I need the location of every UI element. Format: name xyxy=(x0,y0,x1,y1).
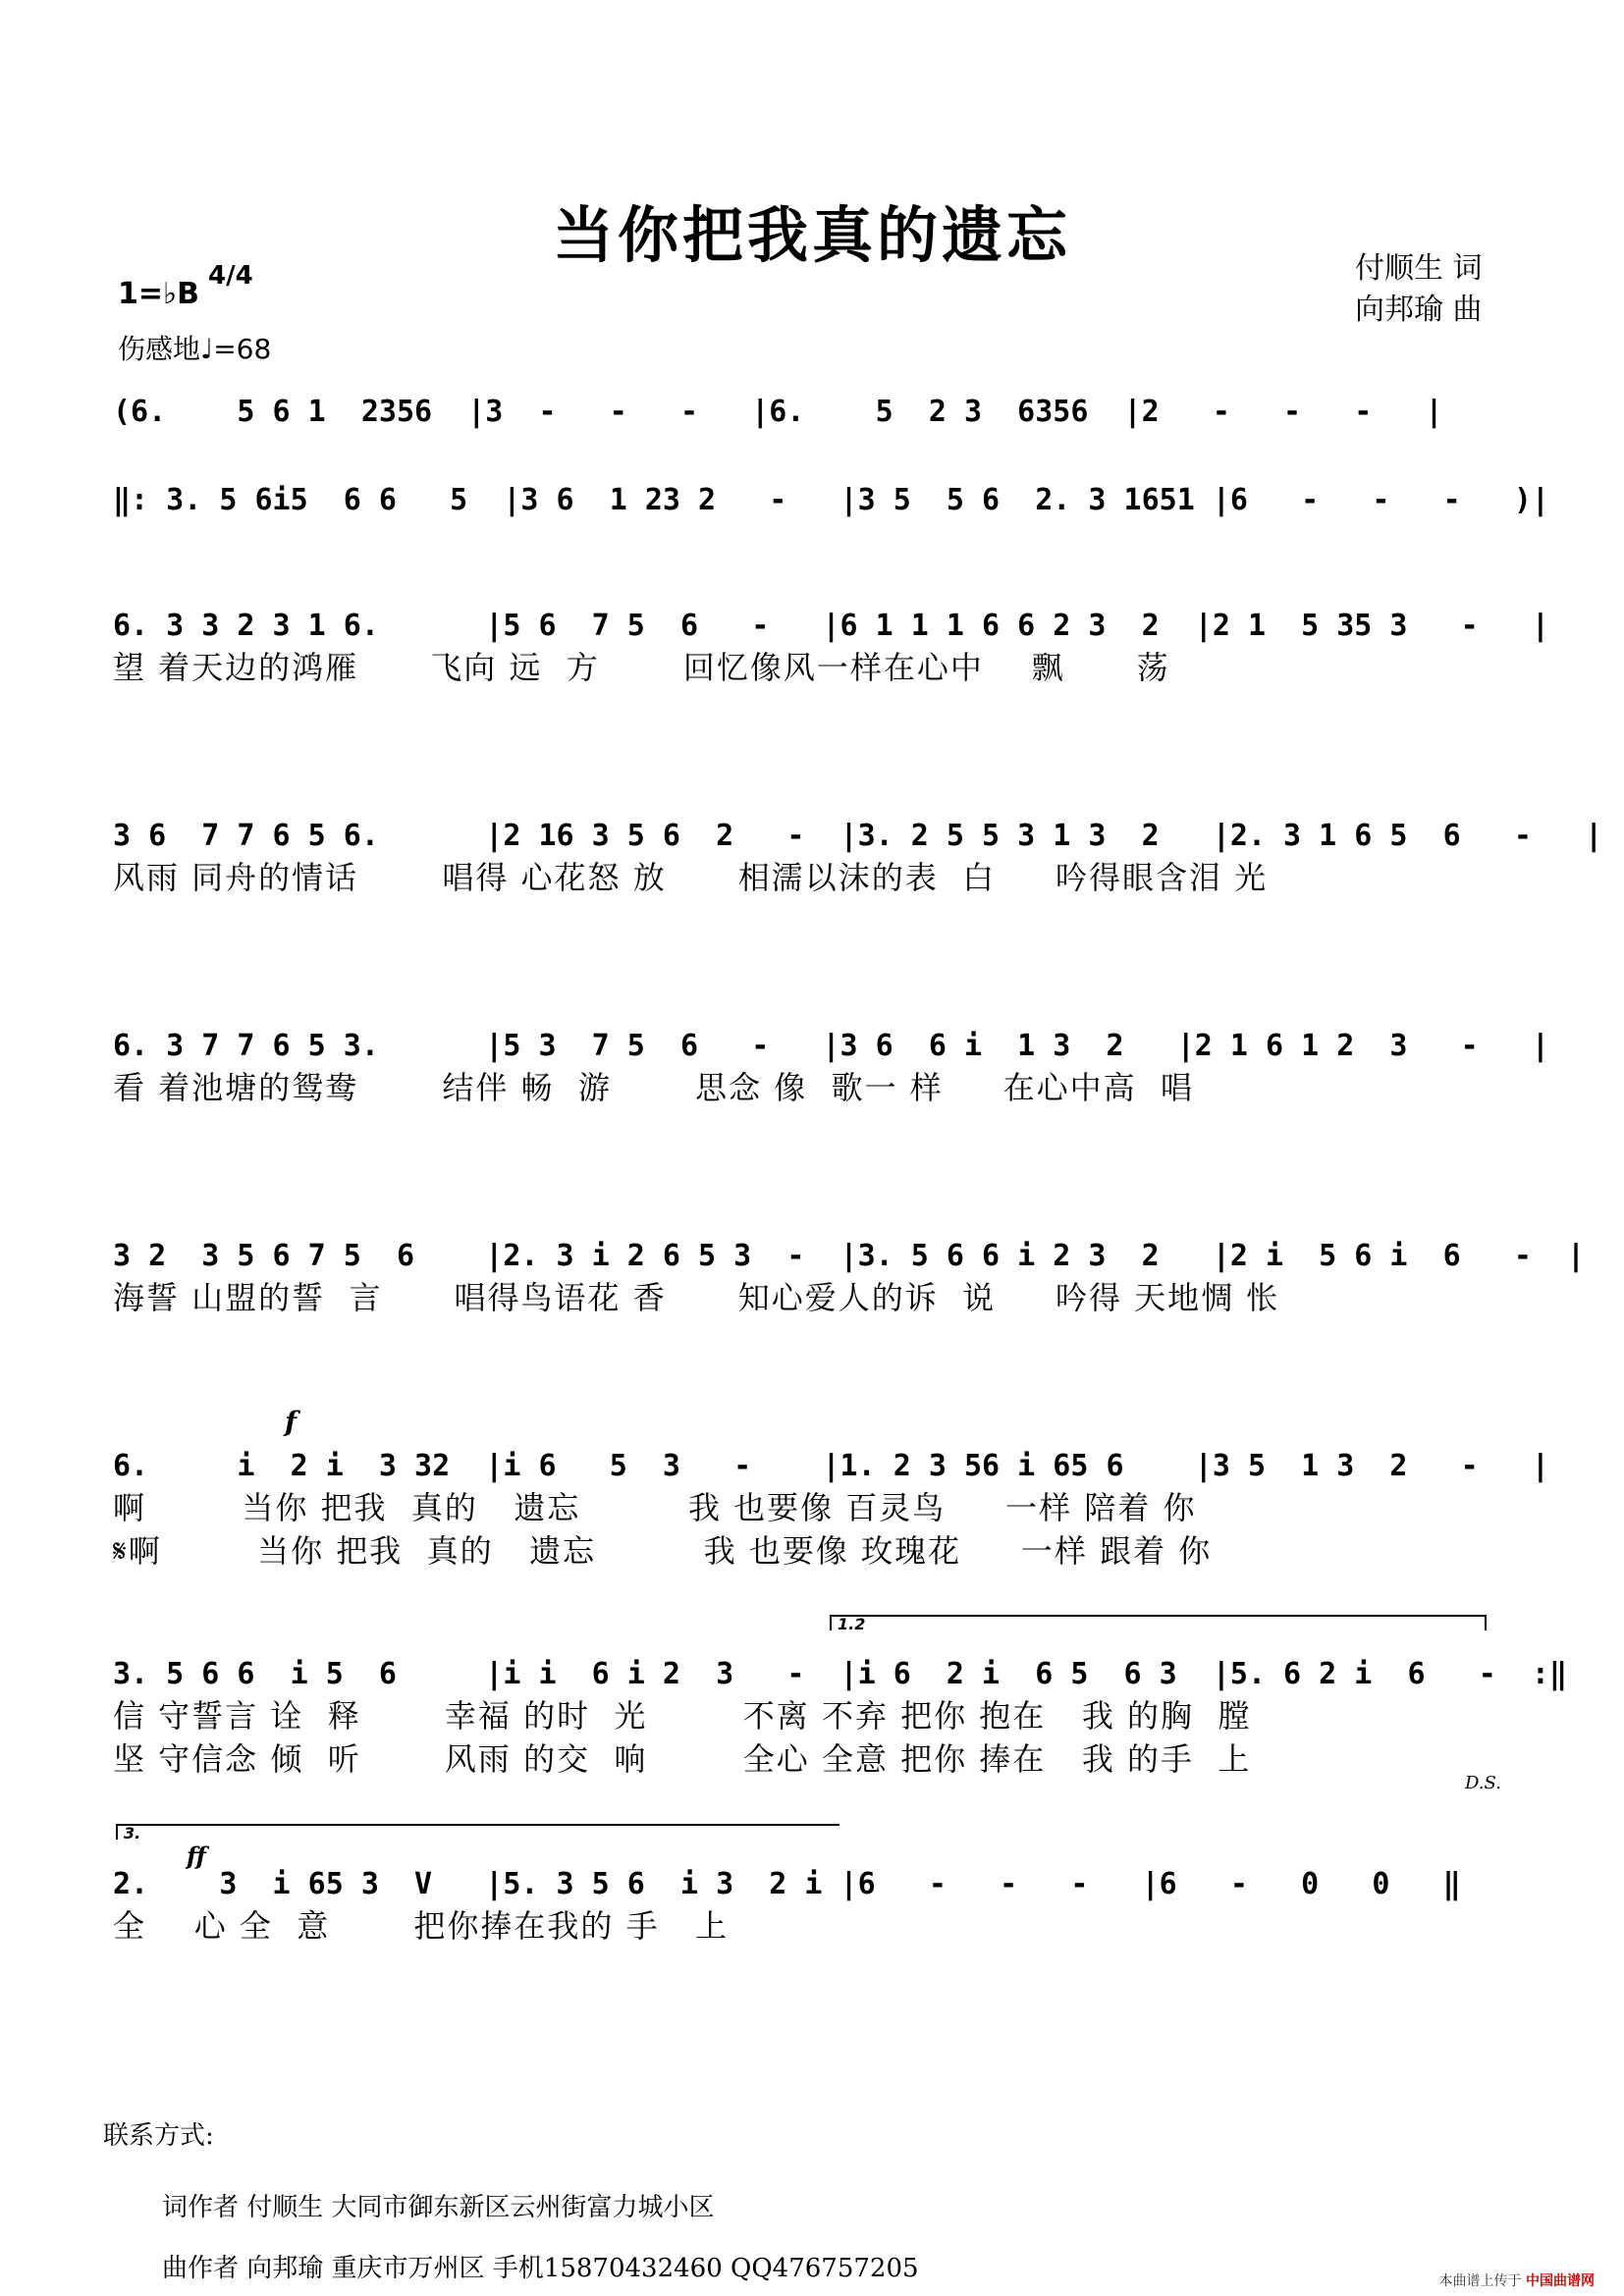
key-signature: 1=♭B xyxy=(118,277,200,311)
dynamic-forte: f xyxy=(285,1406,298,1438)
notation-line: (6. 5 6 1 2356 |3 - - - |6. 5 2 3 6356 |2 - - - | xyxy=(113,395,1443,429)
score-row-1 xyxy=(113,393,1522,432)
tempo-marking: 伤感地♩=68 xyxy=(118,333,272,365)
score-row-9 xyxy=(113,1865,1522,1948)
lyric-line: 风雨 同舟的情话 唱得 心花怒 放 相濡以沫的表 白 吟得眼含泪 光 xyxy=(113,859,1269,896)
contact-lyricist: 词作者 付顺生 大同市御东新区云州街富力城小区 xyxy=(162,2193,715,2222)
score-row-7 xyxy=(113,1447,1549,1573)
notation-line: 6. 3 3 2 3 1 6. |5 6 7 5 6 - |6 1 1 1 6 6 2 3 2 |2 1 5 35 3 - | xyxy=(113,609,1549,643)
lyric-line: 海誓 山盟的誓 言 唱得鸟语花 香 知心爱人的诉 说 吟得 天地惆 怅 xyxy=(113,1279,1280,1316)
score-row-5 xyxy=(113,1027,1549,1109)
lyric-line: 全 心 全 意 把你捧在我的 手 上 xyxy=(113,1907,730,1945)
volta-label: 1.2 xyxy=(838,1615,866,1633)
notation-line: 2. 3 i 65 3 V |5. 3 5 6 i 3 2 i |6 - - - |6 - 0 0 ‖ xyxy=(113,1867,1461,1901)
notation-line: 3 2 3 5 6 7 5 6 |2. 3 i 2 6 5 3 - |3. 5 6 6 i 2 3 2 |2 i 5 6 i 6 - | xyxy=(113,1239,1586,1273)
upload-footer xyxy=(1439,2270,1595,2290)
time-signature-text: 4/4 xyxy=(208,261,253,291)
score-row-2 xyxy=(113,481,1549,520)
notation-line: 6. i 2 i 3 32 |i 6 5 3 - |1. 2 3 56 i 65 6 |3 5 1 3 2 - | xyxy=(113,1449,1549,1483)
notation-line: 6. 3 7 7 6 5 3. |5 3 7 5 6 - |3 6 6 i 1 3 2 |2 1 6 1 2 3 - | xyxy=(113,1029,1549,1063)
contact-composer: 曲作者 向邦瑜 重庆市万州区 手机15870432460 QQ476757205 xyxy=(162,2254,919,2283)
lyric-line: 啊 当你 把我 真的 遗忘 我 也要像 百灵鸟 一样 陪着 你 xyxy=(113,1489,1197,1526)
lyric-line: 看 着池塘的鸳鸯 结伴 畅 游 思念 像 歌一 样 在心中高 唱 xyxy=(113,1069,1194,1106)
footer-text: 本曲谱上传于 xyxy=(1438,2273,1522,2289)
volta-bracket-3 xyxy=(116,1824,839,1840)
score-row-4 xyxy=(113,817,1603,899)
volta-bracket-1-2 xyxy=(830,1615,1487,1633)
page-title: 当你把我真的遗忘 xyxy=(552,199,1071,271)
lyric-line: 坚 守信念 倾 听 风雨 的交 响 全心 全意 把你 捧在 我 的手 上 xyxy=(113,1740,1252,1778)
lyric-line: 望 着天边的鸿雁 飞向 远 方 回忆像风一样在心中 飘 荡 xyxy=(113,649,1170,686)
site-logo: 中国曲谱网 xyxy=(1526,2273,1595,2289)
lyric-line: 𝄋啊 当你 把我 真的 遗忘 我 也要像 玫瑰花 一样 跟着 你 xyxy=(113,1532,1213,1570)
notation-line: 3 6 7 7 6 5 6. |2 16 3 5 6 2 - |3. 2 5 5 3 1 3 2 |2. 3 1 6 5 6 - | xyxy=(113,819,1603,853)
volta-label: 3. xyxy=(124,1824,141,1842)
dal-segno: D.S. xyxy=(1465,1773,1501,1793)
contact-label: 联系方式: xyxy=(103,2121,214,2151)
notation-line: 3. 5 6 6 i 5 6 |i i 6 i 2 3 - |i 6 2 i 6 5 6 3 |5. 6 2 i 6 - :‖ xyxy=(113,1657,1568,1691)
score-row-3 xyxy=(113,607,1549,689)
lyric-line: 信 守誓言 诠 释 幸福 的时 光 不离 不弃 把你 抱在 我 的胸 膛 xyxy=(113,1697,1252,1735)
dynamic-fortissimo: ff xyxy=(187,1842,206,1870)
score-row-6 xyxy=(113,1237,1586,1319)
composer-credit: 向邦瑜 曲 xyxy=(1355,293,1483,327)
notation-line: ‖: 3. 5 6i5 6 6 5 |3 6 1 23 2 - |3 5 5 6 2. 3 1651 |6 - - - )| xyxy=(113,483,1549,517)
score-row-8 xyxy=(113,1655,1568,1781)
lyricist-credit: 付顺生 词 xyxy=(1355,251,1483,286)
time-signature xyxy=(208,261,253,291)
